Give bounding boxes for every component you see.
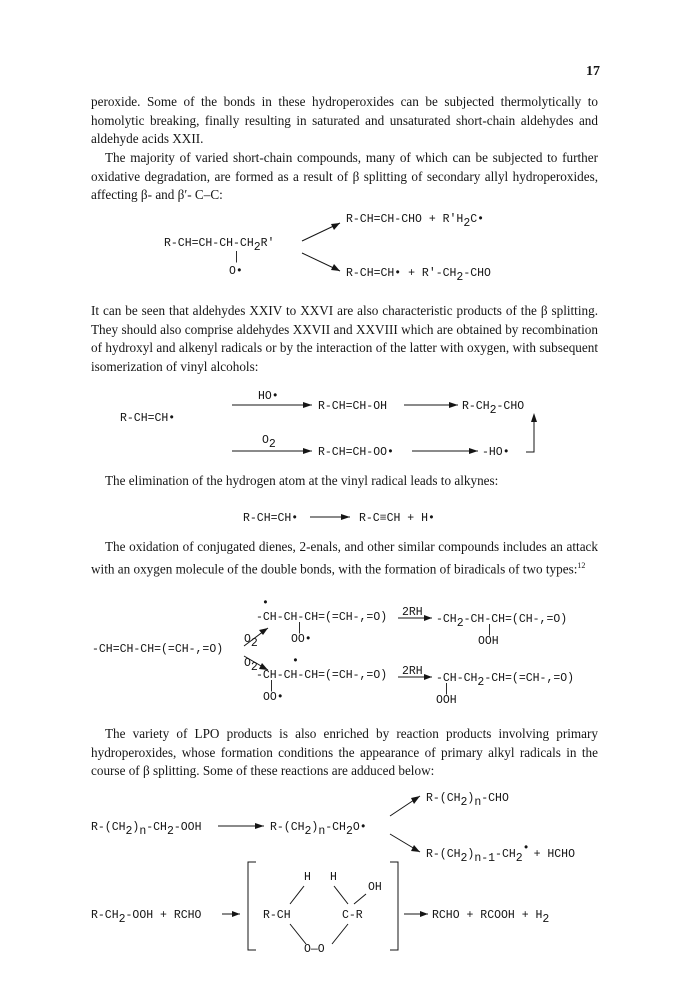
diene-reactant: -CH=CH-CH=(=CH-,=O)	[92, 643, 224, 656]
arrow-homolysis-head	[255, 823, 264, 829]
hydrogen-1: H	[304, 871, 311, 884]
bracket-right	[390, 862, 398, 950]
top-product: -CH2-CH-CH=(CH-,=O)	[436, 613, 568, 630]
arrow-alkyne-head	[341, 514, 350, 520]
bottom-radical-dot: •	[292, 655, 299, 668]
bottom-product-ooh: OOH	[436, 694, 457, 707]
top-radical: -CH-CH-CH=(=CH-,=O)	[256, 611, 388, 624]
o2-top: O2	[244, 633, 258, 650]
product-bottom: R-CH=CH• + R'-CH2-CHO	[346, 267, 491, 284]
alkyne-product: R-C≡CH + H•	[359, 512, 435, 525]
hydroxyl-reagent: HO•	[258, 390, 279, 403]
aldehyde-product: R-CH2-CHO	[462, 400, 525, 417]
paragraph-6: The variety of LPO products is also enriched by reaction products involving primary hydroperoxides, whose formation conditions the appearance of primary alkyl radicals in the course of β splitting. Some of these reactions are adduced below:	[91, 726, 598, 779]
bottom-product-bond: |	[443, 683, 450, 696]
final-products: RCHO + RCOOH + H2	[432, 909, 550, 926]
arrow-to-alkyl-head	[411, 845, 420, 852]
bond-h2	[334, 886, 348, 904]
bracket-left	[248, 862, 256, 950]
paragraph-1: peroxide. Some of the bonds in these hydroperoxides can be subjected thermolytically to homolytic breaking, finally resulting in saturated and unsaturated short-chain aldehydes and aldehyde acids XXII.	[91, 94, 598, 147]
alkoxyl-radical: R-(CH2)n-CH2O•	[270, 821, 367, 838]
arrow-to-products-head	[420, 911, 428, 917]
hydroxyl-group: OH	[368, 881, 382, 894]
bond-left-o	[290, 924, 306, 944]
left-carbon: R-CH	[263, 909, 291, 922]
hydrogen-2: H	[330, 871, 337, 884]
bond-h1	[290, 886, 304, 904]
bond-oh	[354, 894, 366, 904]
top-radical-oo: OO•	[291, 633, 312, 646]
top-product-bond: |	[486, 624, 493, 637]
product-top: R-CH=CH-CHO + R'H2C•	[346, 213, 485, 230]
scheme-biradicals	[0, 598, 690, 708]
vinyl-radical-left: R-CH=CH•	[243, 512, 299, 525]
bottom-radical: -CH-CH-CH=(=CH-,=O)	[256, 669, 388, 682]
bottom-product: -CH-CH2-CH=(=CH-,=O)	[436, 672, 575, 689]
bottom-radical-oo: OO•	[263, 691, 284, 704]
return-arrow-head	[531, 413, 537, 422]
arrow-down-head	[331, 264, 340, 271]
reactant-oxygen-radical: O•	[229, 265, 243, 278]
primary-hydroperoxide: R-(CH2)n-CH2-OOH	[91, 821, 202, 838]
arrow-oxygen-head	[303, 448, 312, 454]
arrow-to-aldehyde-head	[411, 796, 420, 804]
arrow-bottom-rh-head	[424, 674, 432, 680]
paragraph-5-text: The oxidation of conjugated dienes, 2-enals, and other similar compounds includes an attack with an oxygen molecule of the double bonds, with the formation of biradicals of two types:	[91, 539, 598, 576]
ring-oxygens: O—O	[304, 943, 325, 956]
bottom-radical-bond: |	[268, 680, 275, 693]
scheme-beta-splitting	[0, 205, 690, 285]
hydroperoxide-aldehyde: R-CH2-OOH + RCHO	[91, 909, 202, 926]
peroxyl-radical: R-CH=CH-OO•	[318, 446, 394, 459]
hydroxyl-release: -HO•	[482, 446, 510, 459]
bottom-reagent: 2RH	[402, 665, 423, 678]
arrow-hydroxyl-head	[303, 402, 312, 408]
reference-12: 12	[577, 560, 586, 570]
reactant-bond: |	[233, 251, 240, 264]
alkyl-radical-product: R-(CH2)n-1-CH2• + HCHO	[426, 842, 575, 865]
o2-bottom: O2	[244, 657, 258, 674]
scheme-primary-hydroperoxide	[0, 782, 690, 864]
vinyl-radical: R-CH=CH•	[120, 412, 176, 425]
arrow-top-rh-head	[424, 615, 432, 621]
top-product-ooh: OOH	[478, 635, 499, 648]
scheme-cyclic-intermediate	[0, 858, 690, 960]
top-radical-dot: •	[262, 597, 269, 610]
scheme-alkyne	[0, 505, 690, 531]
bond-right-o	[332, 924, 348, 944]
oxygen-reagent: O2	[262, 434, 276, 451]
paragraph-2: The majority of varied short-chain compounds, many of which can be subjected to further oxidative degradation, are formed as a result of β splitting of secondary allyl hydroperoxides, affecting β- and β′- C–C:	[91, 150, 598, 203]
top-reagent: 2RH	[402, 606, 423, 619]
page-number: 17	[586, 64, 600, 79]
top-radical-bond: |	[296, 622, 303, 635]
reactant-chain: R-CH=CH-CH-CH2R'	[164, 237, 275, 254]
arrow-to-complex-head	[232, 911, 240, 917]
paragraph-5	[91, 538, 598, 579]
arrow-release-head	[469, 448, 478, 454]
aldehyde-product-top: R-(CH2)n-CHO	[426, 792, 509, 809]
arrow-up-head	[331, 223, 340, 230]
vinyl-alcohol: R-CH=CH-OH	[318, 400, 388, 413]
arrow-isomerization-head	[449, 402, 458, 408]
paragraph-4: The elimination of the hydrogen atom at the vinyl radical leads to alkynes:	[105, 473, 499, 488]
scheme-vinyl-radical	[0, 385, 690, 465]
paragraph-3: It can be seen that aldehydes XXIV to XXVI are also characteristic products of the β splitting. They should also comprise aldehydes XXVII and XXVIII which are obtained by recombination of hydroxyl and alkenyl radicals or by the interaction of the latter with oxygen, with subsequent isomerization of vinyl alcohols:	[91, 303, 598, 374]
right-carbon: C-R	[342, 909, 363, 922]
